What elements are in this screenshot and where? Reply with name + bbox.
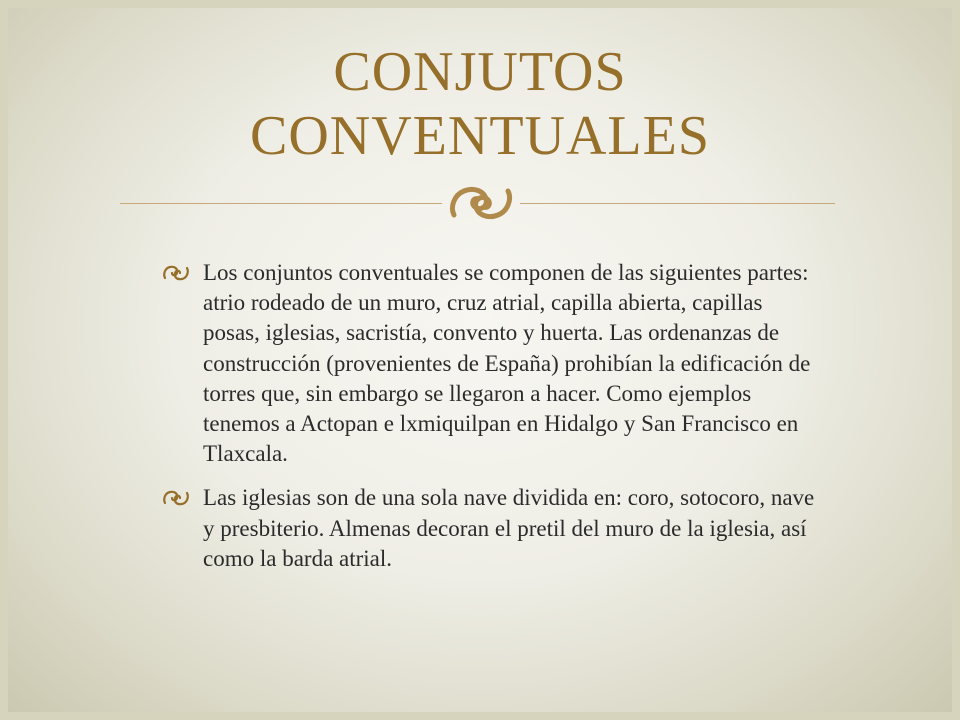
bullet-list: [162, 258, 822, 588]
bullet-item-1: [162, 258, 822, 469]
scroll-bullet-icon: [162, 265, 190, 281]
title-divider-right: [520, 203, 835, 204]
title-divider-left: [120, 203, 442, 204]
slide-title: [120, 40, 840, 168]
bullet-item-2: [162, 483, 822, 574]
scroll-bullet-icon: [162, 490, 190, 506]
slide-title-line-2: CONVENTUALES: [250, 105, 710, 167]
slide-title-line-1: CONJUTOS: [333, 41, 627, 103]
scroll-ornament-icon: [448, 181, 514, 225]
bullet-text-2: Las iglesias son de una sola nave dividida en: coro, sotocoro, nave y presbiterio. Almenas decoran el pretil del muro de la iglesia, así como la barda atrial.: [203, 485, 815, 571]
bullet-text-1: Los conjuntos conventuales se componen de las siguientes partes: atrio rodeado de un muro, cruz atrial, capilla abierta, capillas posas, iglesias, sacristía, convento y huerta. Las ordenanzas de construcción (provenientes de España) prohibían la edificación de torres que, sin embargo se llegaron a hacer. Como ejemplos tenemos a Actopan e lxmiquilpan en Hidalgo y San Francisco en Tlaxcala.: [203, 260, 811, 467]
